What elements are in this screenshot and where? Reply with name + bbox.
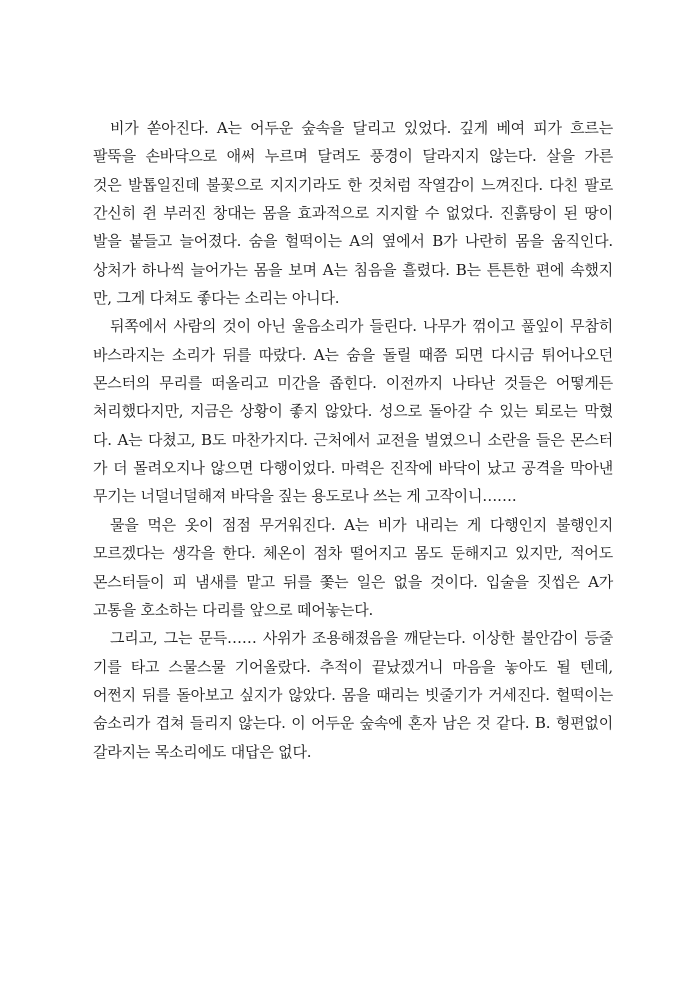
paragraph-2-line-6: 가 더 몰려오지나 않으면 다행이었다. 마력은 진작에 바닥이 났고 공격을 막아낸 — [93, 459, 613, 478]
paragraph-3-line-1: 물을 먹은 옷이 점점 무거워진다. A는 비가 내리는 게 다행인지 불행인지 — [110, 515, 613, 534]
paragraph-1-line-1: 비가 쏟아진다. A는 어두운 숲속을 달리고 있었다. 깊게 베여 피가 흐르는 — [110, 119, 613, 137]
paragraph-1-line-7: 만, 그게 다쳐도 좋다는 소리는 아니다. — [93, 289, 340, 308]
paragraph-2-line-2: 바스라지는 소리가 뒤를 따랐다. A는 숨을 돌릴 때쯤 되면 다시금 튀어나오던 — [93, 345, 613, 364]
paragraph-3-line-2: 모르겠다는 생각을 한다. 체온이 점차 떨어지고 몸도 둔해지고 있지만, 적어도 — [93, 544, 613, 563]
paragraph-3-line-4: 고통을 호소하는 다리를 앞으로 떼어놓는다. — [93, 600, 374, 619]
paragraph-1-line-2: 팔뚝을 손바닥으로 애써 누르며 달려도 풍경이 달라지지 않는다. 살을 가른 — [93, 147, 613, 166]
paragraph-4-line-4: 숨소리가 겹쳐 들리지 않는다. 이 어두운 숲속에 혼자 남은 것 같다. B. 형편없이 — [93, 714, 613, 733]
paragraph-3-line-3: 몬스터들이 피 냄새를 맡고 뒤를 쫓는 일은 없을 것이다. 입술을 짓씹은 A가 — [93, 572, 613, 591]
paragraph-4-line-5: 갈라지는 목소리에도 대답은 없다. — [93, 742, 312, 761]
paragraph-2-line-4: 처리했다지만, 지금은 상황이 좋지 않았다. 성으로 돌아갈 수 있는 퇴로는 막혔 — [93, 402, 613, 421]
paragraph-1-line-4: 간신히 쥔 부러진 창대는 몸을 효과적으로 지지할 수 없었다. 진흙탕이 된 땅이 — [93, 204, 613, 223]
paragraph-4-line-1: 그리고, 그는 문득…… 사위가 조용해졌음을 깨닫는다. 이상한 불안감이 등줄 — [110, 629, 613, 648]
paragraph-2-line-5: 다. A는 다쳤고, B도 마찬가지다. 근처에서 교전을 벌였으니 소란을 들은 몬스터 — [93, 430, 613, 449]
paragraph-2-line-1: 뒤쪽에서 사람의 것이 아닌 울음소리가 들린다. 나무가 꺾이고 풀잎이 무참히 — [110, 317, 613, 336]
paragraph-1-line-6: 상처가 하나씩 늘어가는 몸을 보며 A는 침음을 흘렸다. B는 튼튼한 편에 속했지 — [93, 260, 613, 279]
paragraph-2-line-7: 무기는 너덜너덜해져 바닥을 짚는 용도로나 쓰는 게 고작이니……. — [93, 487, 517, 506]
paragraph-1-line-5: 발을 붙들고 늘어졌다. 숨을 헐떡이는 A의 옆에서 B가 나란히 몸을 움직인다. — [93, 232, 613, 251]
paragraph-1-line-3: 것은 발톱일진데 불꽃으로 지지기라도 한 것처럼 작열감이 느껴진다. 다친 팔로 — [93, 175, 613, 194]
body-text — [93, 114, 613, 766]
paragraph-4-line-3: 어쩐지 뒤를 돌아보고 싶지가 않았다. 몸을 때리는 빗줄기가 거세진다. 헐떡이는 — [93, 685, 613, 704]
paragraph-2-line-3: 몬스터의 무리를 떠올리고 미간을 좁힌다. 이전까지 나타난 것들은 어떻게든 — [93, 374, 613, 393]
paragraph-4-line-2: 기를 타고 스물스물 기어올랐다. 추적이 끝났겠거니 마음을 놓아도 될 텐데, — [93, 657, 613, 676]
